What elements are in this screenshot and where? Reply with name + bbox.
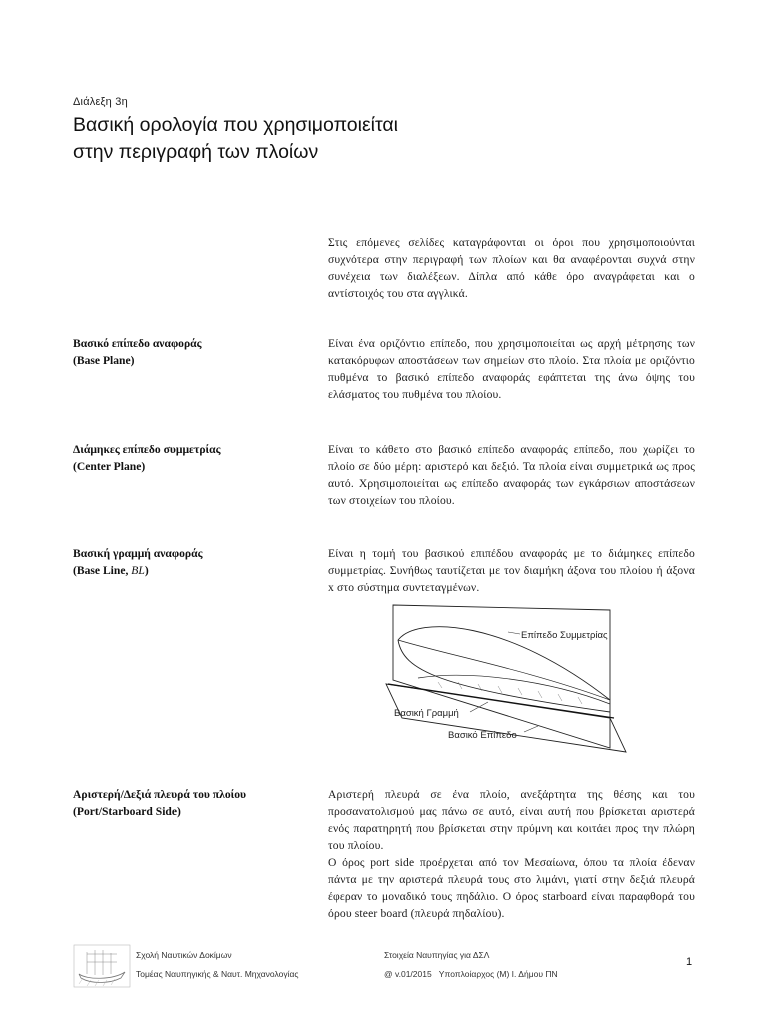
footer-department: Τομέας Ναυπηγικής & Ναυτ. Μηχανολογίας <box>136 969 299 979</box>
term-english <box>73 562 202 579</box>
definition-center-plane <box>328 441 695 509</box>
page-title-line1: Βασική ορολογία που χρησιμοποιείται <box>73 114 399 136</box>
term-port-starboard <box>73 786 246 820</box>
term-greek: Βασική γραμμή αναφοράς <box>73 547 203 560</box>
footer-school: Σχολή Ναυτικών Δοκίμων <box>136 950 232 960</box>
term-greek: Βασικό επίπεδο αναφοράς <box>73 337 202 350</box>
term-english: (Port/Starboard Side) <box>73 805 181 818</box>
definition-port-starboard <box>328 786 695 922</box>
definition-text: Είναι ένα οριζόντιο επίπεδο, που χρησιμοποιείται ως αρχή μέτρησης των κατακόρυφων αποστάσεων των σημείων στο πλοίο. Στα πλοία με οριζόντιο πυθμένα το βασικό επίπεδο αναφοράς εφάπτεται της άνω όψης του ελάσματος του πυθμένα του πλοίου. <box>328 337 695 401</box>
label-base-line: Βασική Γραμμή <box>394 708 459 719</box>
leader-base-line <box>470 702 488 712</box>
term-greek: Διάμηκες επίπεδο συμμετρίας <box>73 443 221 456</box>
page-number: 1 <box>686 956 693 968</box>
leader-base-plane <box>524 726 538 732</box>
page-title <box>73 112 398 166</box>
label-base-plane: Βασικό Επίπεδο <box>448 730 517 741</box>
term-english-abbr: BL <box>131 564 145 577</box>
label-center-plane: Επίπεδο Συμμετρίας <box>521 630 608 641</box>
hull-keel-line <box>418 675 610 704</box>
definition-base-line <box>328 545 695 596</box>
page-title-line2: στην περιγραφή των πλοίων <box>73 141 319 163</box>
term-english: (Base Plane) <box>73 354 135 367</box>
definition-base-plane <box>328 335 695 403</box>
term-english-suffix: ) <box>144 564 149 577</box>
footer-version: @ v.01/2015 Υποπλοίαρχος (Μ) Ι. Δήμου ΠΝ <box>384 969 558 979</box>
term-center-plane <box>73 441 221 475</box>
definition-text-2: Ο όρος port side προέρχεται από τον Μεσαίωνα, όπου τα πλοία έδεναν πάντα με την αριστερά πλευρά τους στο λιμάνι, γιατί στην δεξιά πλευρά έφεραν το μοναδικό τους πηδάλιο. Ο όρος starboard είναι παραφθορά του όρου steer board (πλευρά πηδαλίου). <box>328 856 695 920</box>
intro-text: Στις επόμενες σελίδες καταγράφονται οι όροι που χρησιμοποιούνται συχνότερα στην περιγραφή των πλοίων και θα αναφέρονται συχνά στην συνέχεια των διαλέξεων. Δίπλα από κάθε όρο αναγράφεται και ο αντίστοιχός του στα αγγλικά. <box>328 236 695 300</box>
term-english-prefix: (Base Line, <box>73 564 132 577</box>
term-greek: Αριστερή/Δεξιά πλευρά του πλοίου <box>73 788 247 801</box>
definition-text: Είναι το κάθετο στο βασικό επίπεδο αναφοράς επίπεδο, που χωρίζει το πλοίο σε δύο μέρη: αριστερό και δεξιό. Τα πλοία είναι συμμετρικά ως προς αυτό. Χρησιμοποιείται ως επίπεδο αναφοράς των εγκάρσιων αποστάσεων των στοιχείων του πλοίου. <box>328 443 695 507</box>
footer-course: Στοιχεία Ναυπηγίας για ΔΣΛ <box>384 950 490 960</box>
term-english: (Center Plane) <box>73 460 146 473</box>
leader-center-plane <box>508 632 520 634</box>
definition-text: Είναι η τομή του βασικού επιπέδου αναφοράς με το διάμηκες επίπεδο συμμετρίας. Συνήθως ταυτίζεται με τον διαμήκη άξονα του πλοίου ή άξονα x στο σύστημα συντεταγμένων. <box>328 547 695 594</box>
ship-planes-figure <box>378 600 640 760</box>
definition-text: Αριστερή πλευρά σε ένα πλοίο, ανεξάρτητα της θέσης και του προσανατολισμού μας πάνω σε αυτό, είναι αυτή που βρίσκεται αριστερά ενός παρατηρητή που βρίσκεται στην πρύμνη και κοιτάει προς την πλώρη του πλοίου. <box>328 788 695 852</box>
lecture-number: Διάλεξη 3η <box>73 96 128 108</box>
term-base-plane <box>73 335 202 369</box>
school-logo <box>73 944 131 988</box>
term-base-line <box>73 545 202 579</box>
intro-paragraph <box>328 234 695 302</box>
